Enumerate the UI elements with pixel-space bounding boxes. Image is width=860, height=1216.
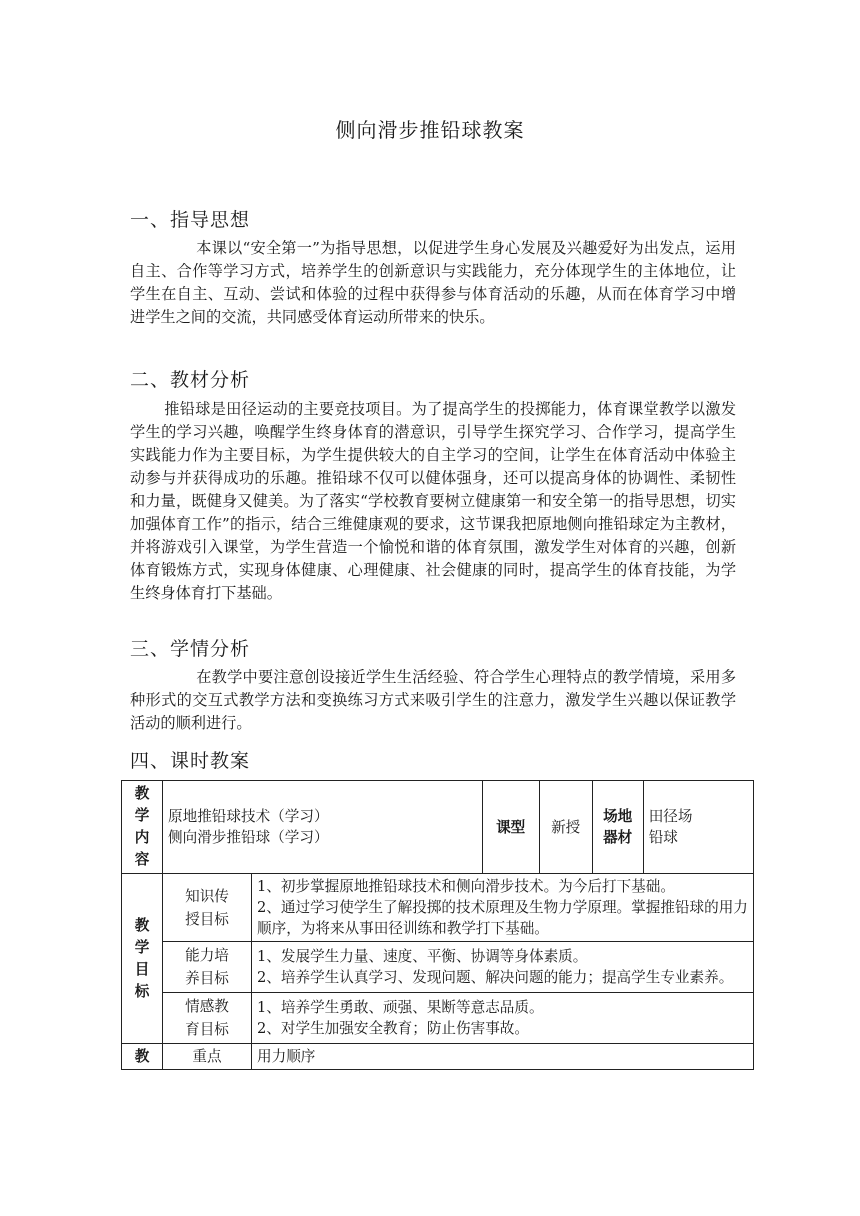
goal-detail-cell	[252, 942, 754, 993]
header-char: 教	[134, 916, 150, 934]
goal-label-line: 知识传	[185, 887, 229, 905]
goal-label-line: 养目标	[185, 970, 229, 987]
content-line: 原地推铅球技术（学习）	[168, 808, 329, 825]
header-char: 教	[134, 785, 150, 802]
table-row	[122, 781, 754, 874]
goal-label-line: 授目标	[185, 910, 229, 928]
key-value-cell: 用力顺序	[252, 1044, 754, 1070]
type-value-cell: 新授	[539, 781, 592, 874]
content-cell	[163, 781, 483, 874]
goal-line: 2、培养学生认真学习、发现问题、解决问题的能力；提高学生专业素养。	[257, 969, 734, 986]
table-row	[122, 993, 754, 1044]
venue-label-cell	[592, 781, 643, 874]
section-body-text: 在教学中要注意创设接近学生生活经验、符合学生心理特点的教学情境，采用多种形式的交互式教学方法和变换练习方式来吸引学生的注意力，激发学生兴趣以保证教学活动的顺利进行。	[130, 668, 736, 732]
venue-label-line: 场地	[603, 808, 633, 825]
venue-value-cell	[643, 781, 753, 874]
section-body-guiding-thought	[130, 237, 736, 329]
section-heading-student-analysis: 三、学情分析	[130, 638, 251, 660]
lesson-plan-table	[121, 780, 754, 1070]
goal-detail-cell	[252, 874, 754, 942]
section-body-material-analysis	[130, 398, 736, 605]
goal-detail-cell	[252, 993, 754, 1044]
header-char: 学	[134, 807, 150, 824]
goal-label-line: 育目标	[185, 1021, 229, 1038]
document-title: 侧向滑步推铅球教案	[335, 118, 525, 142]
section-heading-guiding-thought: 一、指导思想	[130, 209, 251, 231]
venue-label-line: 器材	[603, 829, 633, 846]
section-heading-material-analysis: 二、教材分析	[130, 369, 251, 391]
venue-value-line: 田径场	[648, 808, 693, 825]
key-points-header-cell: 教	[122, 1044, 163, 1070]
header-char: 目	[134, 960, 150, 978]
table-row	[122, 1044, 754, 1070]
section-body-text: 本课以“安全第一”为指导思想，以促进学生身心发展及兴趣爱好为出发点，运用自主、合作等学习方式，培养学生的创新意识与实践能力，充分体现学生的主体地位，让学生在自主、互动、尝试和体验的过程中获得参与体育活动的乐趣，从而在体育学习中增进学生之间的交流，共同感受体育运动所带来的快乐。	[130, 239, 736, 326]
section-body-student-analysis	[130, 666, 736, 735]
goals-header-cell	[122, 874, 163, 1044]
goal-line: 1、初步掌握原地推铅球技术和侧向滑步技术。为今后打下基础。	[257, 878, 675, 895]
section-body-text: 推铅球是田径运动的主要竞技项目。为了提高学生的投掷能力，体育课堂教学以激发学生的学习兴趣，唤醒学生终身体育的潜意识，引导学生探究学习、合作学习，提高学生实践能力作为主要目标，为学生提供较大的自主学习的空间，让学生在体育活动中体验主动参与并获得成功的乐趣。推铅球不仅可以健体强身，还可以提高身体的协调性、柔韧性和力量，既健身又健美。为了落实“学校教育要树立健康第一和安全第一的指导思想，切实加强体育工作”的指示，结合三维健康观的要求，这节课我把原地侧向推铅球定为主教材，并将游戏引入课堂，为学生营造一个愉悦和谐的体育氛围，激发学生对体育的兴趣，创新体育锻炼方式，实现身体健康、心理健康、社会健康的同时，提高学生的体育技能，为学生终身体育打下基础。	[130, 400, 736, 602]
type-label-cell: 课型	[482, 781, 539, 874]
goal-line: 2、通过学习使学生了解投掷的技术原理及生物力学原理。掌握推铅球的用力顺序，为将来从事田径训练和教学打下基础。	[257, 899, 748, 937]
goal-line: 1、发展学生力量、速度、平衡、协调等身体素质。	[257, 948, 588, 965]
goal-label-cell	[163, 993, 252, 1044]
goal-label-line: 能力培	[185, 947, 229, 964]
goal-label-cell	[163, 942, 252, 993]
table-row	[122, 874, 754, 942]
content-line: 侧向滑步推铅球（学习）	[168, 829, 329, 846]
section-heading-lesson-plan: 四、课时教案	[130, 750, 251, 772]
venue-value-line: 铅球	[648, 829, 678, 846]
goal-label-cell	[163, 874, 252, 942]
goal-label-line: 情感教	[185, 998, 229, 1015]
goal-line: 1、培养学生勇敢、顽强、果断等意志品质。	[257, 999, 544, 1016]
goal-line: 2、对学生加强安全教育；防止伤害事故。	[257, 1020, 529, 1037]
table-row	[122, 942, 754, 993]
header-char: 容	[134, 851, 150, 868]
header-char: 内	[134, 829, 150, 846]
content-header-cell	[122, 781, 163, 874]
header-char: 标	[134, 982, 150, 1000]
key-label-cell: 重点	[163, 1044, 252, 1070]
header-char: 学	[134, 938, 150, 956]
